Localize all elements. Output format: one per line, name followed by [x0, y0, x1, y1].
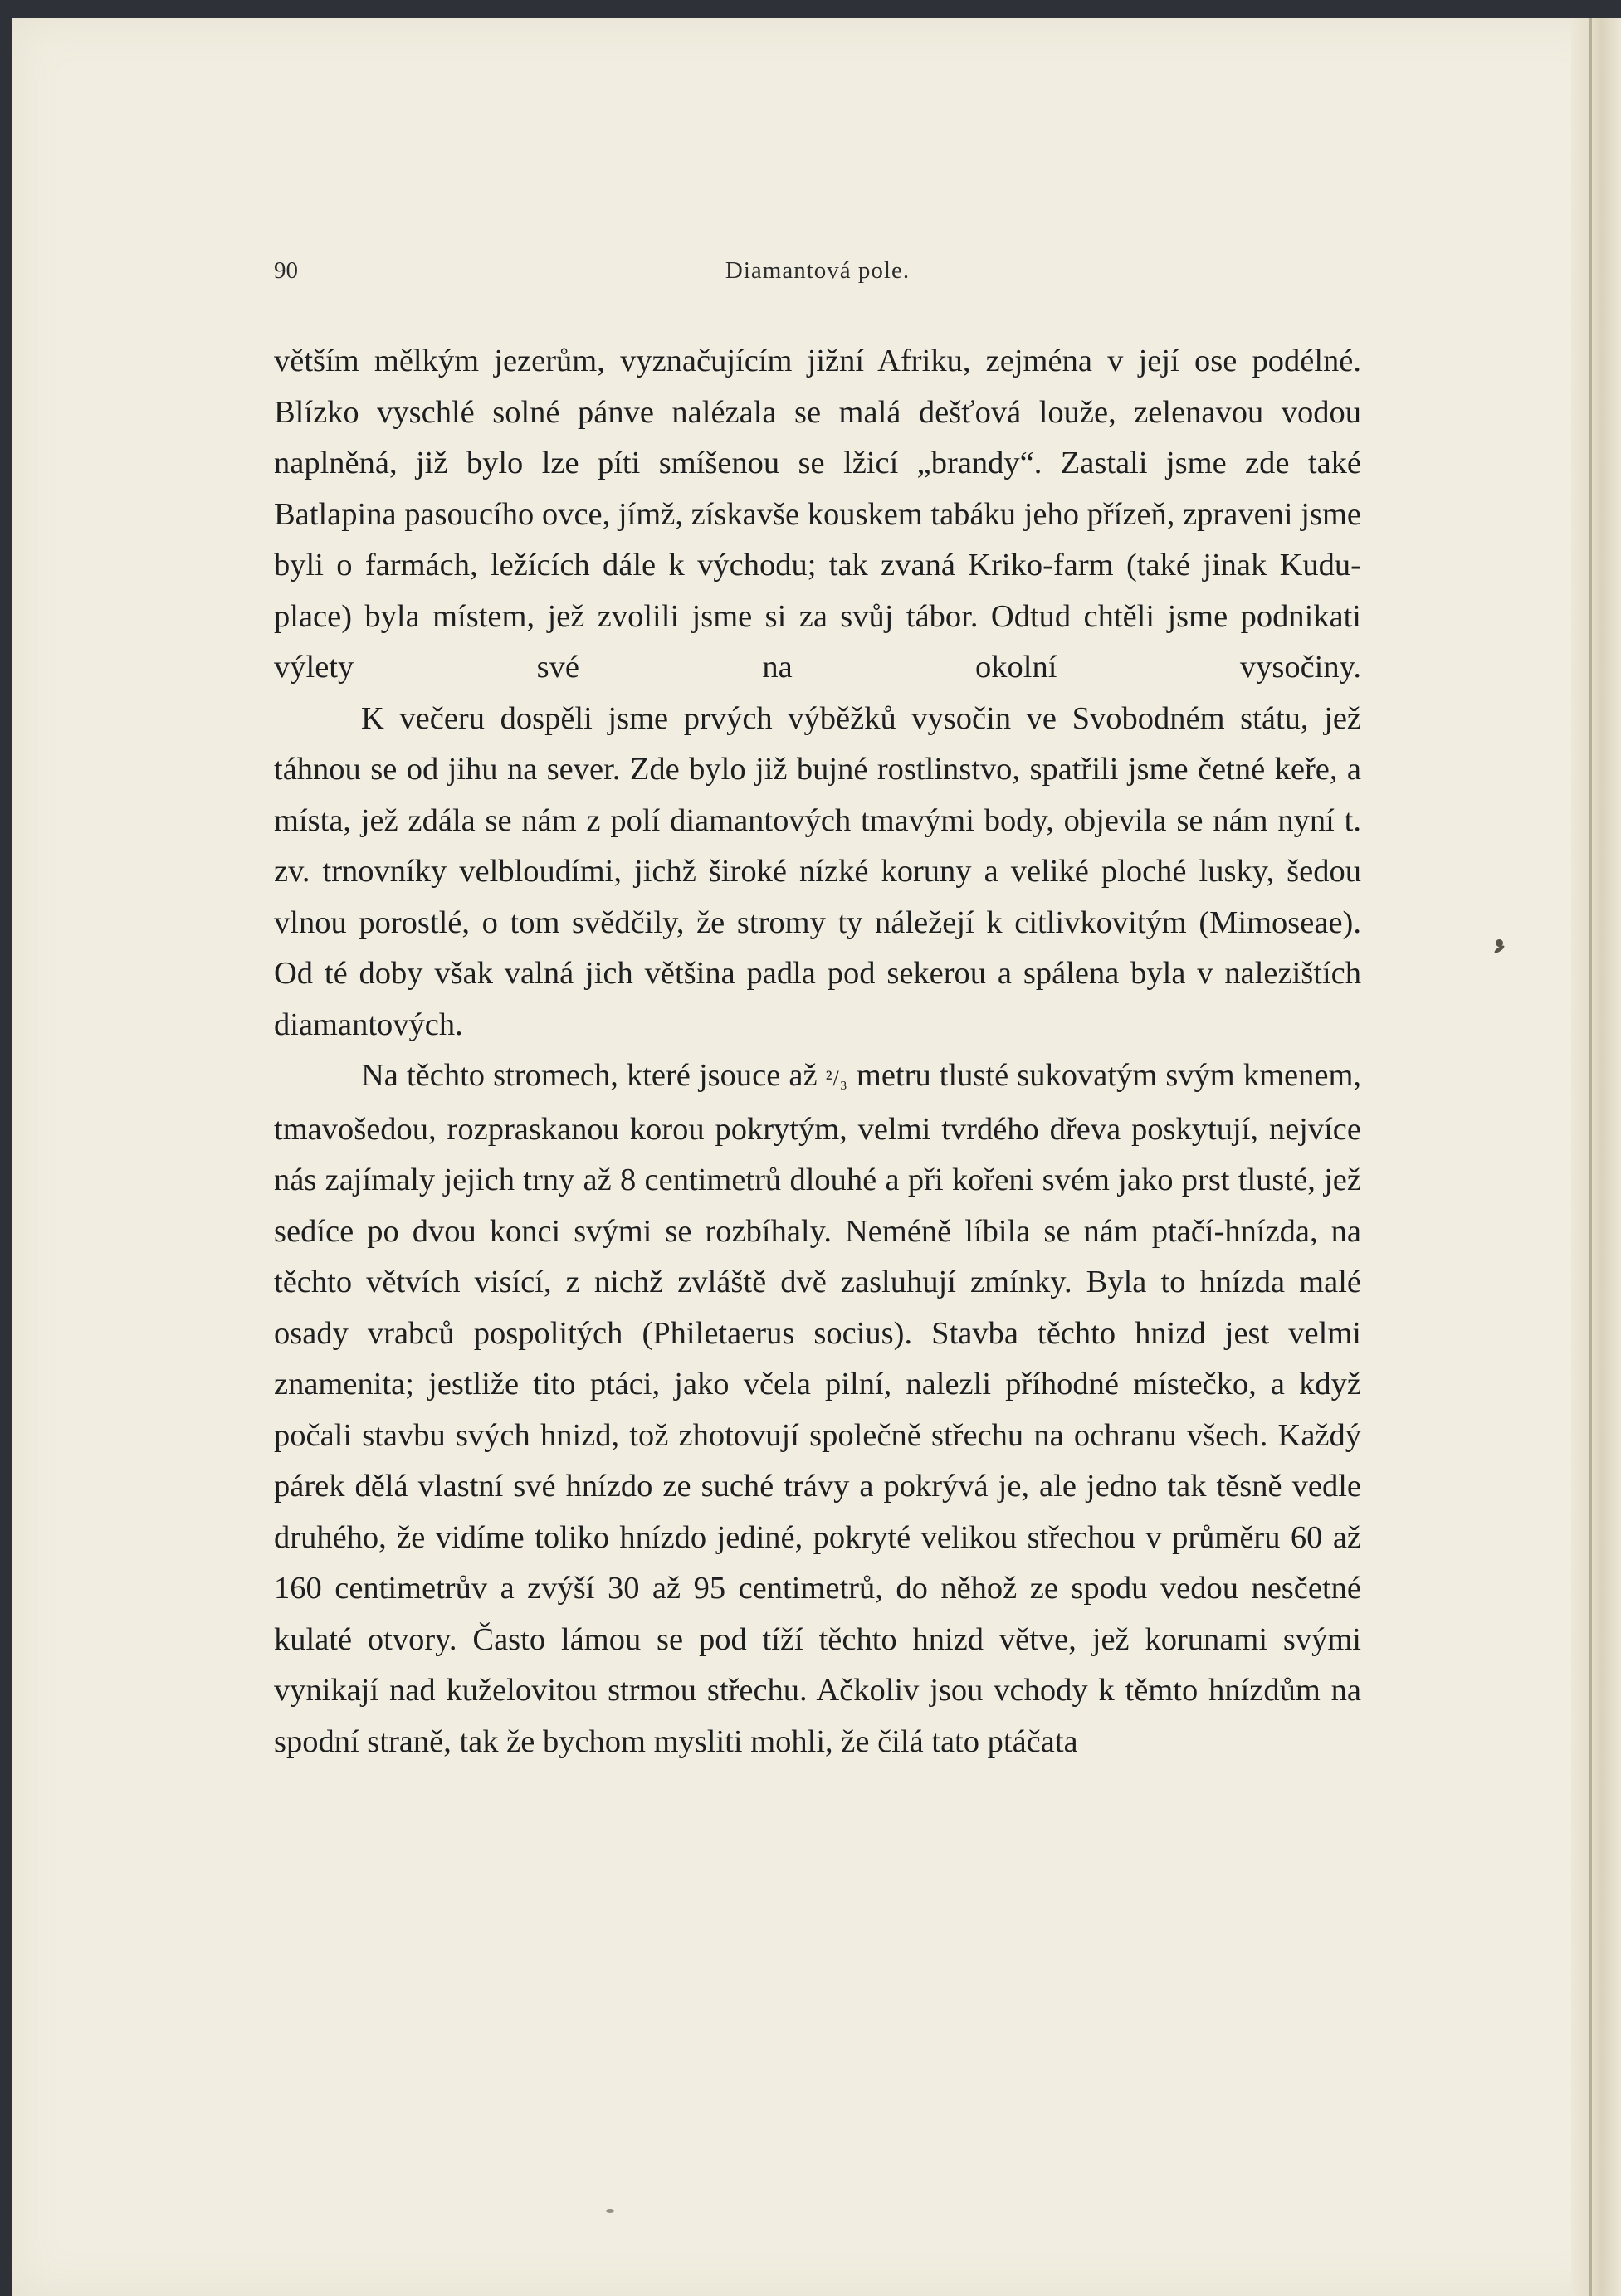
- paragraph-text: Na těchto stromech, které jsouce až: [361, 1058, 818, 1093]
- gutter-line: [1589, 18, 1592, 2296]
- paragraph: větším mělkým jezerům, vyznačujícím jižní Afriku, zejména v její ose podélné. Blízko vyschlé solné pánve nalézala se malá dešťová louže, zelenavou vodou naplněná, již bylo lze píti smíšenou se lžicí „brandy“. Zastali jsme zde také Batlapina pasoucího ovce, jímž, získavše kouskem tabáku jeho přízeň, zpraveni jsme byli o farmách, ležících dále k východu; tak zvaná Kriko-farm (také jinak Kudu-place) byla místem, jež zvolili jsme si za svůj tábor. Odtud chtěli jsme podnikati výlety své na okolní vysočiny.: [274, 344, 1361, 685]
- body-text: [274, 336, 1361, 1767]
- paragraph-text: metru tlusté sukovatým svým kmenem, tmavošedou, rozpraskanou korou pokrytým, velmi tvrdého dřeva poskytují, nejvíce nás zajímaly jejich trny až 8 centimetrů dlouhé a při kořeni svém jako prst tlusté, jež sedíce po dvou konci svými se rozbíhaly. Neméně líbila se nám ptačí-hnízda, na těchto větvích visící, z nichž zvláště dvě zasluhují zmínky. Byla to hnízda malé osady vrabců pospolitých (Philetaerus socius). Stavba těchto hnizd jest velmi znamenita; jestliže tito ptáci, jako včela pilní, nalezli příhodné místečko, a když počali stavbu svých hnizd, tož zhotovují společně střechu na ochranu všech. Každý párek dělá vlastní své hnízdo ze suché trávy a pokrývá je, ale jedno tak těsně vedle druhého, že vidíme toliko hnízdo jediné, pokryté velikou střechou v průměru 60 až 160 centimetrův a zvýší 30 až 95 centimetrů, do něhož ze spodu vedou nesčetné kulaté otvory. Často lámou se pod tíží těchto hnizd větve, jež korunami svými vynikají nad kuželovitou strmou střechu. Ačkoliv jsou vchody k těmto hnízdům na spodní straně, tak že bychom mysliti mohli, že čilá tato ptáčata: [274, 1058, 1362, 1759]
- paper-speck: [1493, 944, 1505, 954]
- page-header-title: Diamantová pole.: [725, 257, 911, 284]
- page-number: 90: [274, 257, 298, 284]
- paper-speck: [606, 2209, 614, 2213]
- page-gutter: [1571, 18, 1621, 2296]
- paragraph: [274, 1051, 1361, 1767]
- paragraph: K večeru dospěli jsme prvých výběžků vysočin ve Svobodném státu, jež táhnou se od jihu na sever. Zde bylo již bujné rostlinstvo, spatřili jsme četné keře, a místa, jež zdála se nám z polí diamantových tmavými body, objevila se nám nyní t. zv. trnovníky velbloudími, jichž široké nízké koruny a veliké ploché lusky, šedou vlnou porostlé, o tom svědčily, že stromy ty náležejí k citlivkovitým (Mimoseae). Od té doby však valná jich většina padla pod sekerou a spálena byla v nalezištích diamantových.: [274, 700, 1361, 1042]
- fraction: ²/₃: [825, 1066, 848, 1090]
- running-head: [274, 257, 1361, 290]
